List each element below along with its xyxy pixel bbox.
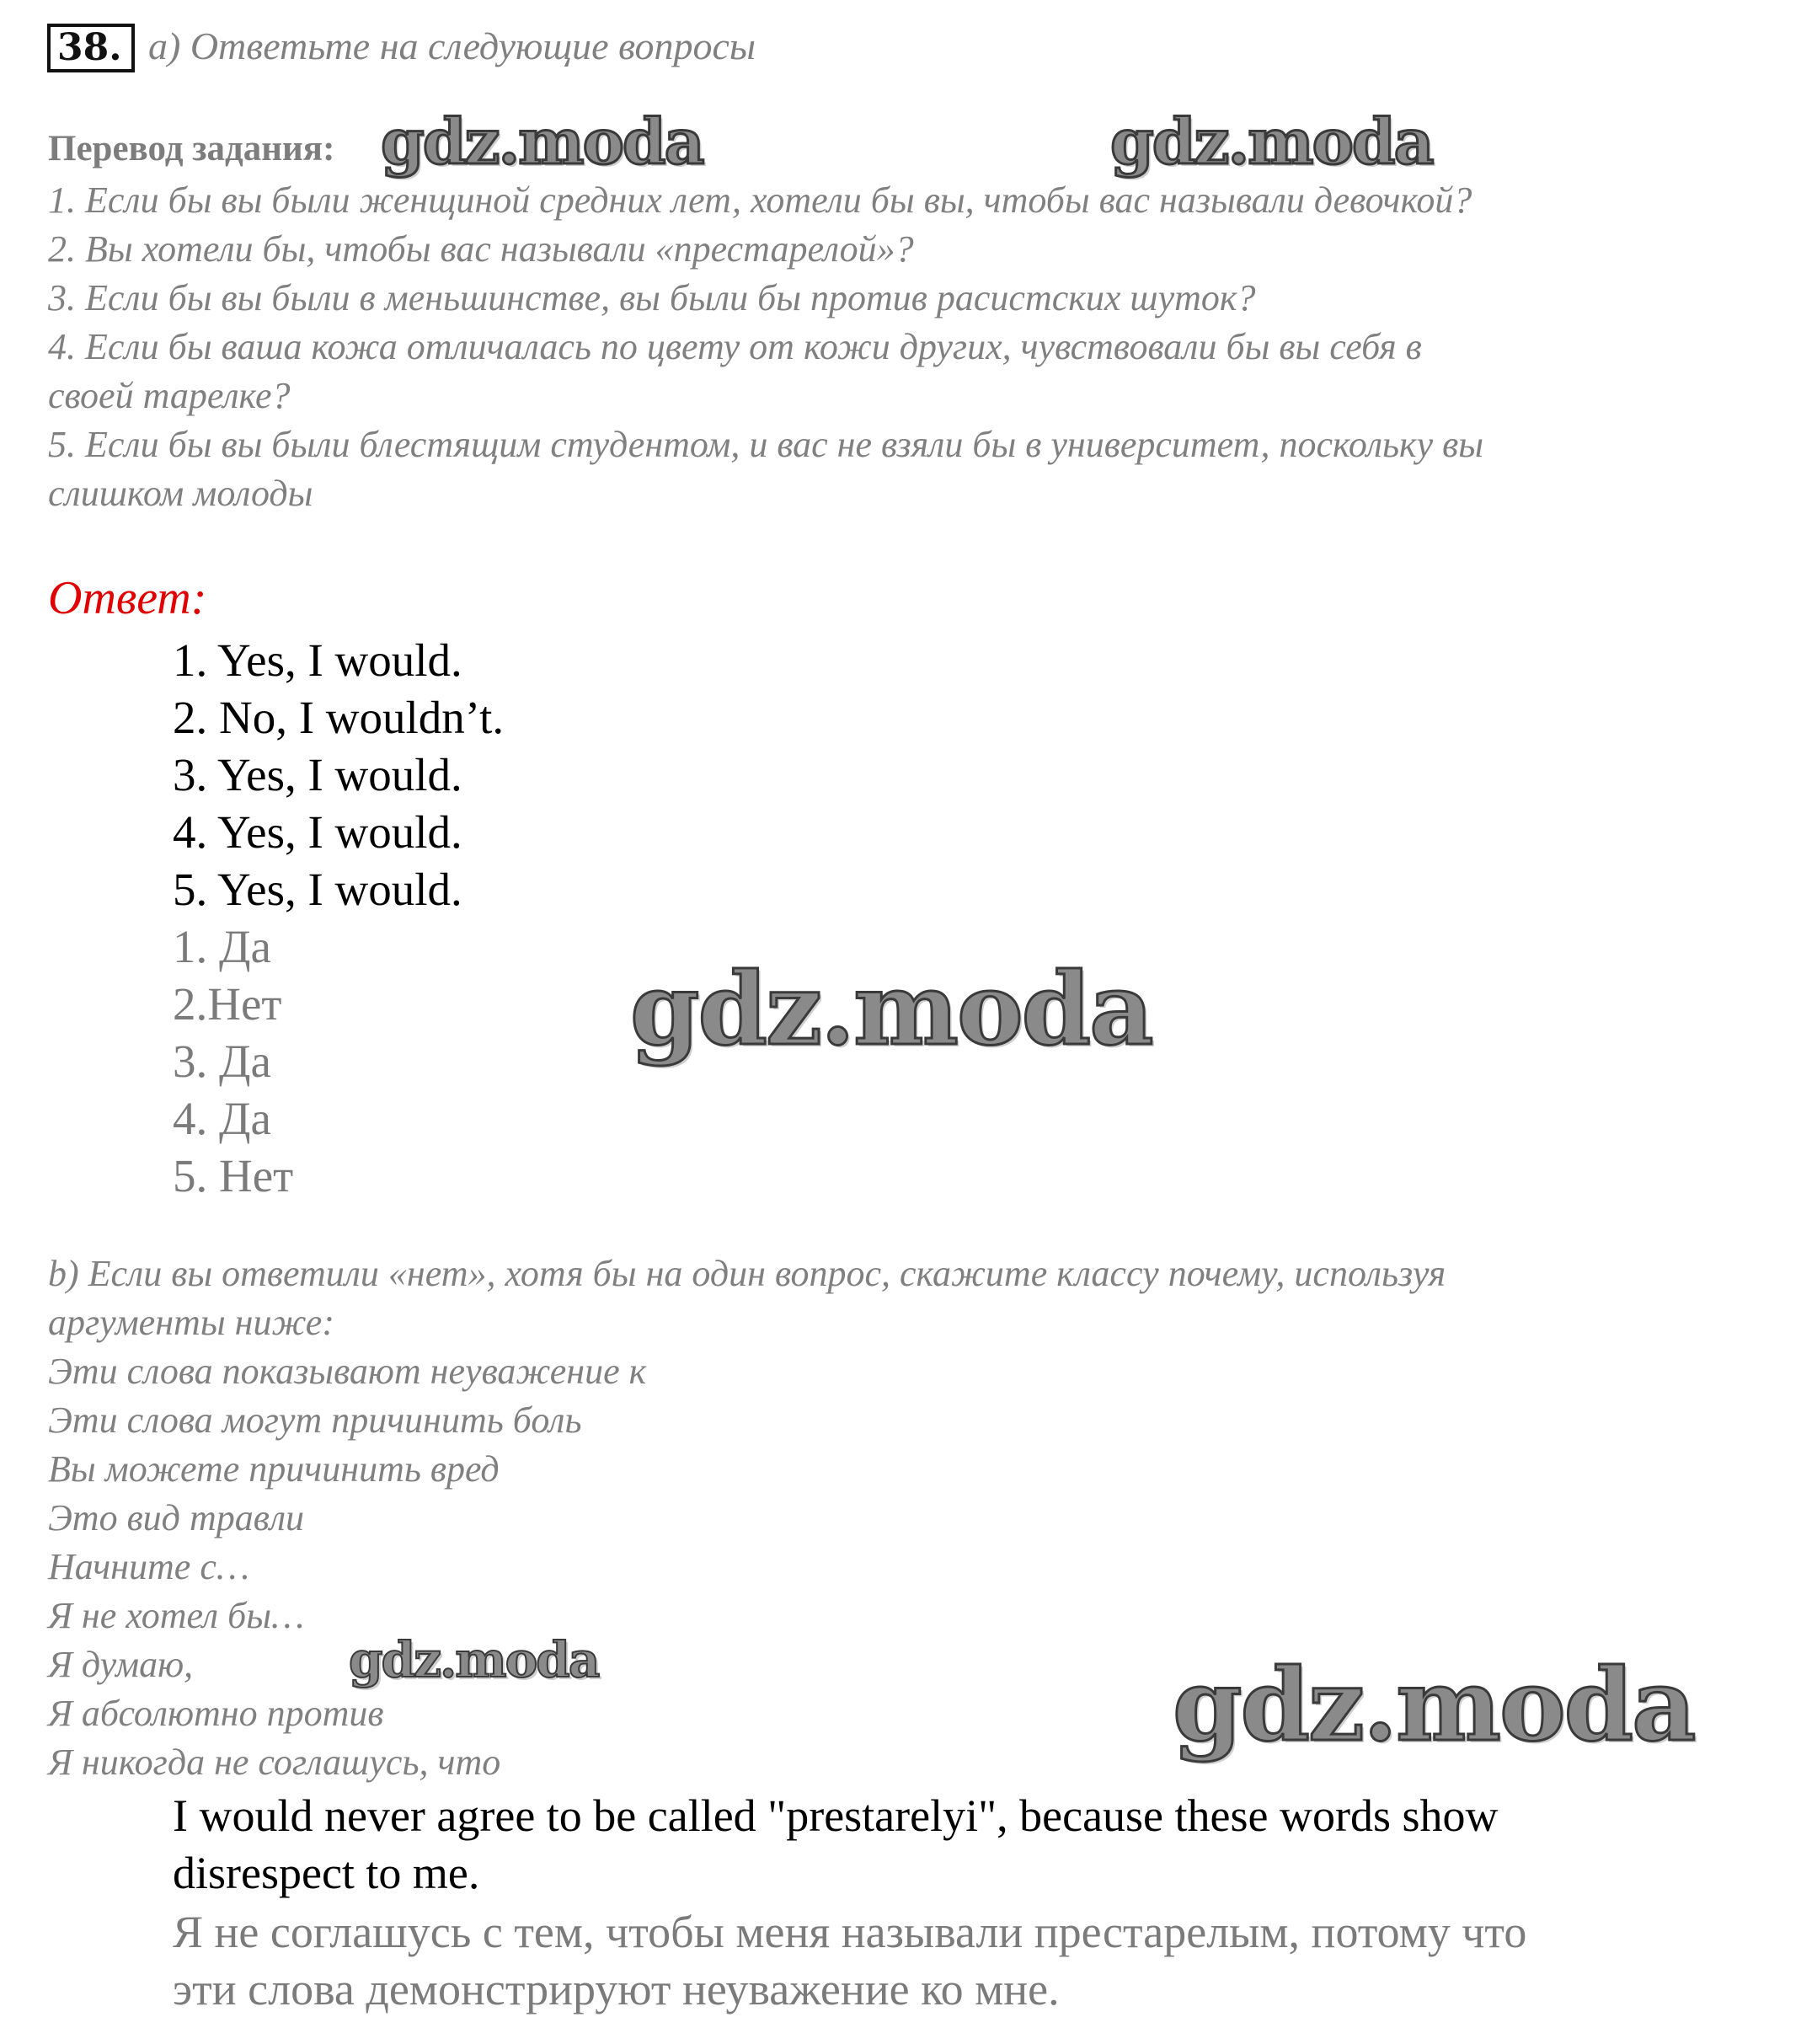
task-a-heading: a) Ответьте на следующие вопросы bbox=[148, 24, 756, 67]
translation-title: Перевод задания: bbox=[48, 129, 335, 169]
russian-answer: 2.Нет bbox=[173, 978, 282, 1030]
part-b-line: Я никогда не соглашусь, что bbox=[48, 1742, 501, 1783]
watermark: gdz.moda bbox=[349, 1631, 599, 1688]
watermark: gdz.moda bbox=[1110, 106, 1433, 179]
part-b-line: аргументы ниже: bbox=[48, 1302, 334, 1343]
english-answer: 2. No, I wouldn’t. bbox=[173, 692, 505, 743]
russian-answer: 1. Да bbox=[173, 921, 271, 972]
exercise-number: 38. bbox=[47, 24, 135, 72]
translation-line: слишком молоды bbox=[48, 473, 313, 514]
translation-line: 2. Вы хотели бы, чтобы вас называли «престарелой»? bbox=[48, 228, 914, 270]
russian-answer: 3. Да bbox=[173, 1035, 271, 1087]
part-b-line: Начните с… bbox=[48, 1546, 249, 1587]
part-b-line: b) Если вы ответили «нет», хотя бы на один вопрос, скажите классу почему, используя bbox=[48, 1253, 1446, 1294]
final-russian-line: эти слова демонстрируют неуважение ко мне. bbox=[173, 1964, 1060, 2015]
translation-line: своей тарелке? bbox=[48, 375, 291, 416]
translation-line: 4. Если бы ваша кожа отличалась по цвету от кожи других, чувствовали бы вы себя в bbox=[48, 326, 1422, 367]
final-english-line: disrespect to me. bbox=[173, 1848, 480, 1898]
english-answer: 4. Yes, I would. bbox=[173, 806, 462, 858]
watermark: gdz.moda bbox=[1173, 1646, 1695, 1763]
part-b-line: Я думаю, bbox=[48, 1644, 194, 1685]
final-english-line: I would never agree to be called "prestarelyi", because these words show bbox=[173, 1790, 1499, 1841]
part-b-line: Эти слова могут причинить боль bbox=[48, 1399, 582, 1441]
translation-line: 3. Если бы вы были в меньшинстве, вы были бы против расистских шуток? bbox=[48, 277, 1256, 318]
translation-line: 1. Если бы вы были женщиной средних лет, хотели бы вы, чтобы вас называли девочкой? bbox=[48, 179, 1472, 221]
english-answer: 1. Yes, I would. bbox=[173, 634, 462, 686]
russian-answer: 5. Нет bbox=[173, 1150, 294, 1201]
part-b-line: Это вид травли bbox=[48, 1497, 305, 1538]
english-answer: 3. Yes, I would. bbox=[173, 749, 462, 800]
part-b-line: Эти слова показывают неуважение к bbox=[48, 1351, 647, 1392]
part-b-line: Я не хотел бы… bbox=[48, 1595, 305, 1636]
watermark: gdz.moda bbox=[630, 950, 1152, 1067]
part-b-line: Вы можете причинить вред bbox=[48, 1448, 500, 1490]
translation-line: 5. Если бы вы были блестящим студентом, и вас не взяли бы в университет, поскольку вы bbox=[48, 424, 1484, 465]
watermark: gdz.moda bbox=[381, 106, 703, 179]
part-b-line: Я абсолютно против bbox=[48, 1693, 384, 1734]
answer-label: Ответ: bbox=[48, 572, 207, 624]
final-russian-line: Я не соглашусь с тем, чтобы меня называли престарелым, потому что bbox=[173, 1907, 1527, 1957]
russian-answer: 4. Да bbox=[173, 1093, 271, 1144]
english-answer: 5. Yes, I would. bbox=[173, 864, 462, 915]
